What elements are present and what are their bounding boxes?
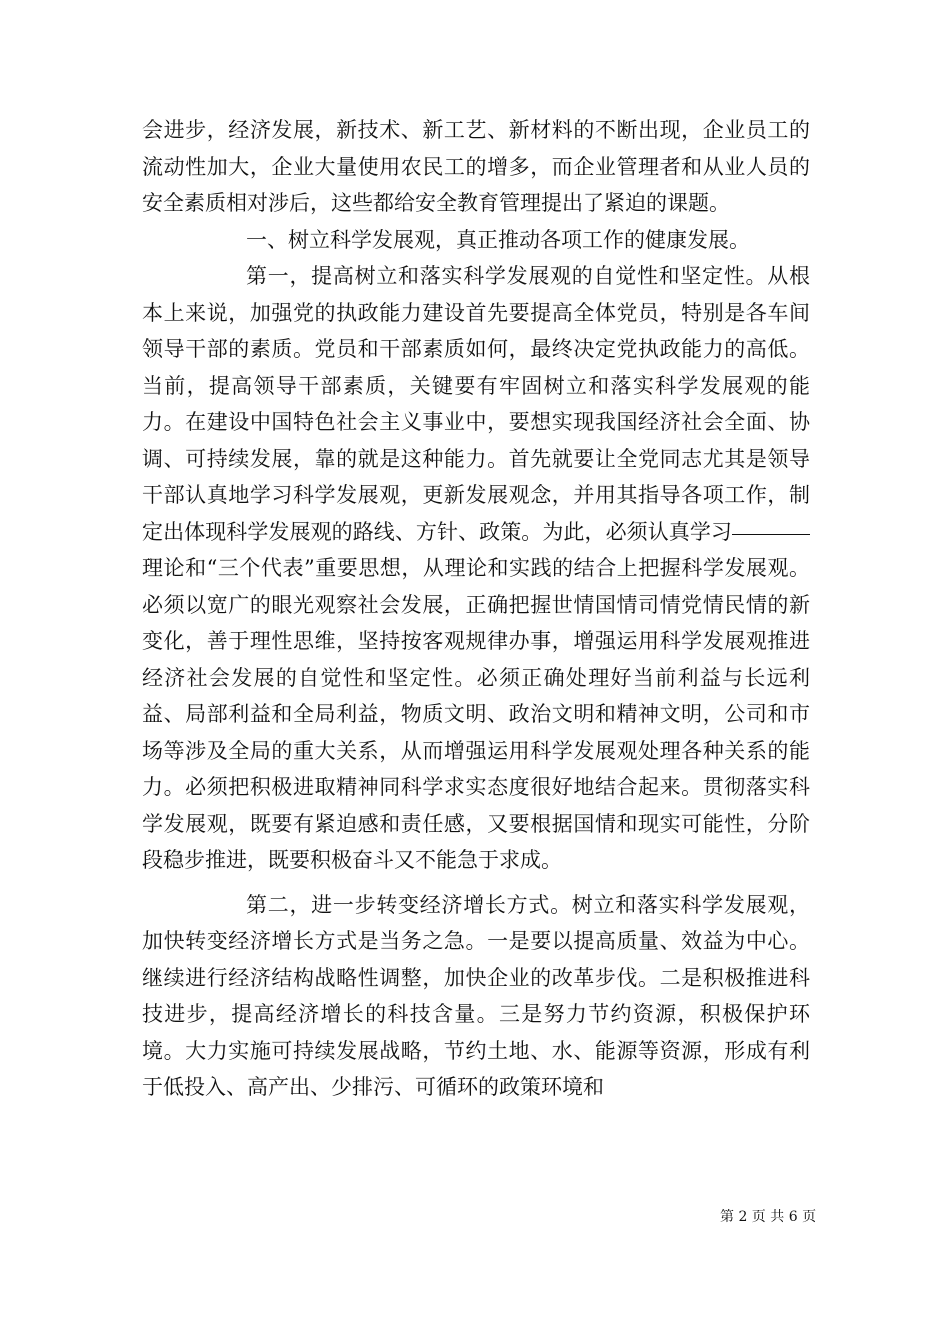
paragraph-first-point-part2: 理论和“三个代表”重要思想，从理论和实践的结合上把握科学发展观。必须以宽广的眼光观察社会发展，正确把握世情国情司情党情民情的新变化，善于理性思维，坚持按客观规律办事，增强运用科学发展观推进经济社会发展的自觉性和坚定性。必须正确处理好当前利益与长远利益、局部利益和全局利益，物质文明、政治文明和精神文明，公司和市场等涉及全局的重大关系，从而增强运用科学发展观处理各种关系的能力。必须把积极进取精神同科学求实态度很好地结合起来。贯彻落实科学发展观，既要有紧迫感和责任感，又要根据国情和现实可能性，分阶段稳步推进，既要积极奋斗又不能急于求成。 — [142, 556, 810, 872]
page-number-footer: 第 2 页 共 6 页 — [720, 1209, 817, 1225]
paragraph-first-point-part1: 第一，提高树立和落实科学发展观的自觉性和坚定性。从根本上来说，加强党的执政能力建设首先要提高全体党员，特别是各车间领导干部的素质。党员和干部素质如何，最终决定党执政能力的高低。当前，提高领导干部素质，关键要有牢固树立和落实科学发展观的能力。在建设中国特色社会主义事业中，要想实现我国经济社会全面、协调、可持续发展，靠的就是这种能力。首先就要让全党同志尤其是领导干部认真地学习科学发展观，更新发展观念，并用其指导各项工作，制定出体现科学发展观的路线、方针、政策。为此，必须认真学习 — [142, 264, 810, 544]
document-body — [142, 112, 810, 1106]
paragraph-second-point: 第二，进一步转变经济增长方式。树立和落实科学发展观，加快转变经济增长方式是当务之急。一是要以提高质量、效益为中心。继续进行经济结构战略性调整，加快企业的改革步伐。二是积极推进科技进步，提高经济增长的科技含量。三是努力节约资源，积极保护环境。大力实施可持续发展战略，节约土地、水、能源等资源，形成有利于低投入、高产出、少排污、可循环的政策环境和 — [142, 892, 810, 1099]
section-heading: 一、树立科学发展观，真正推动各项工作的健康发展。 — [246, 227, 750, 252]
paragraph-first-point — [142, 258, 810, 879]
fill-in-blank — [732, 533, 810, 535]
paragraph-continuation: 会进步，经济发展，新技术、新工艺、新材料的不断出现，企业员工的流动性加大，企业大量使用农民工的增多，而企业管理者和从业人员的安全素质相对涉后，这些都给安全教育管理提出了紧迫的课题。 — [142, 118, 810, 215]
